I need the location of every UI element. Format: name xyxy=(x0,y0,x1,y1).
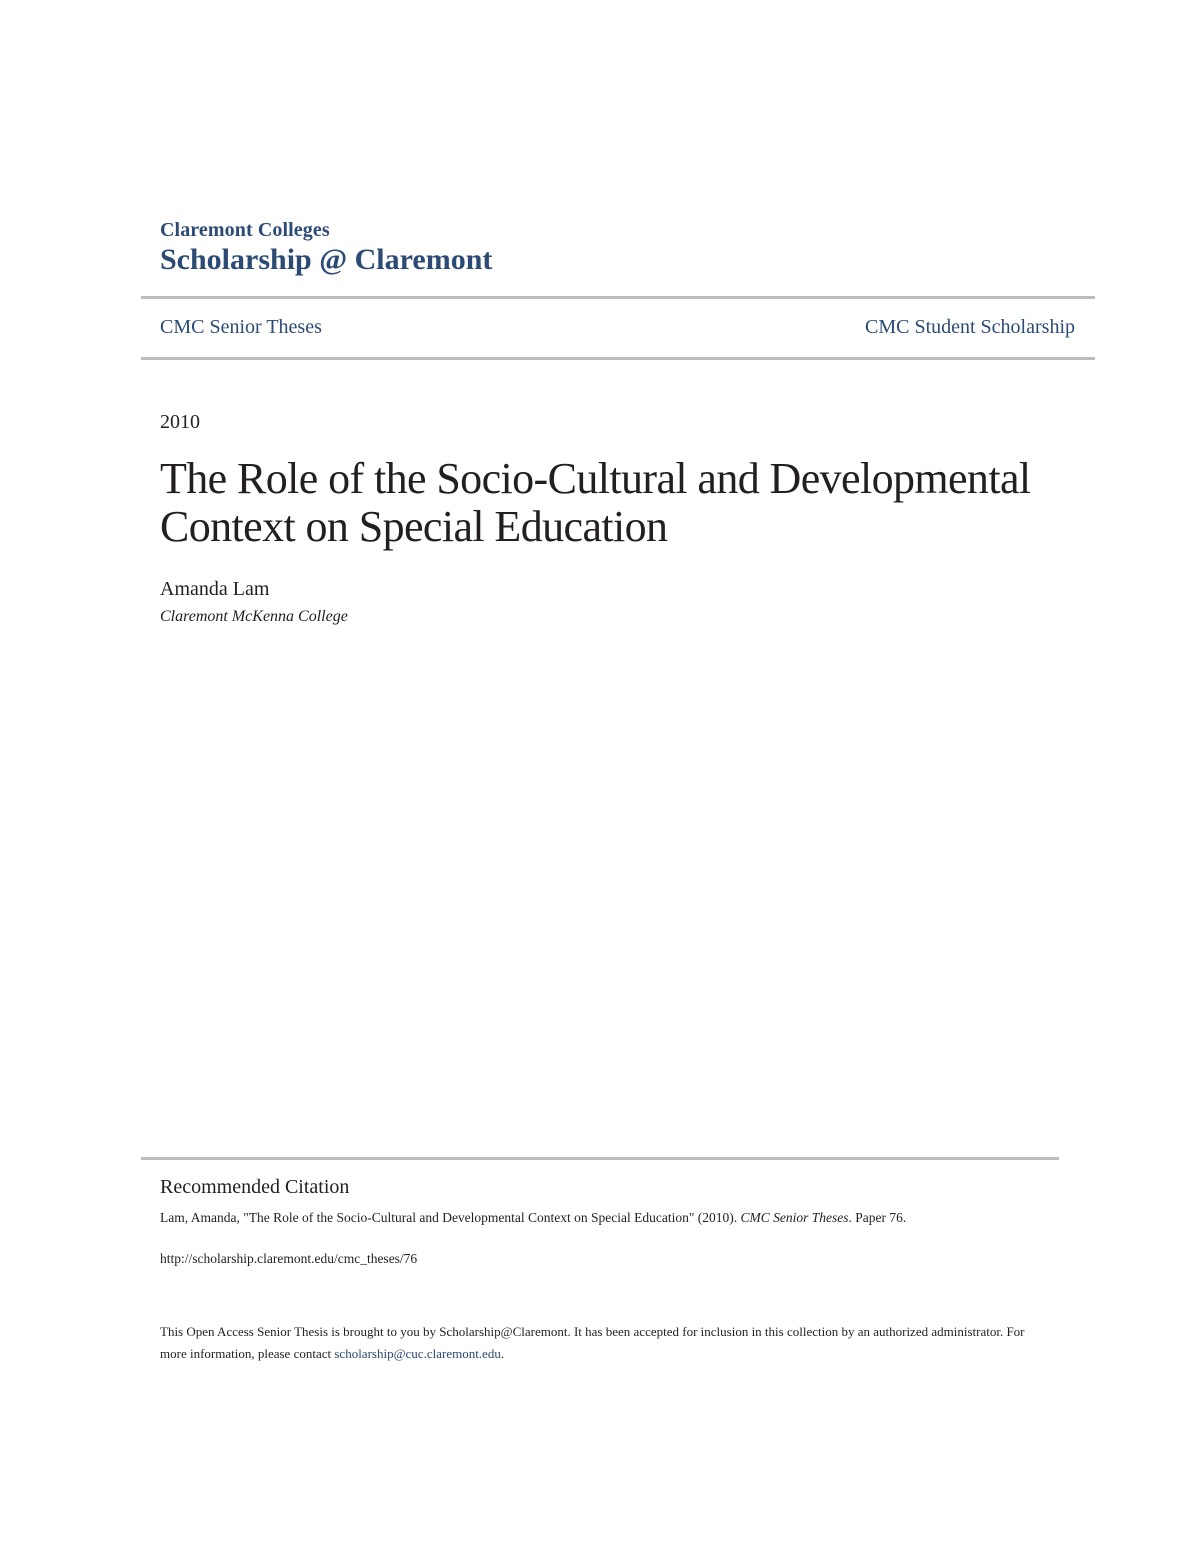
top-divider xyxy=(141,296,1095,299)
contact-email-link[interactable]: scholarship@cuc.claremont.edu xyxy=(334,1346,501,1361)
access-notice xyxy=(160,1321,1040,1365)
citation-url-link[interactable]: http://scholarship.claremont.edu/cmc_theses/76 xyxy=(160,1251,418,1266)
citation-text xyxy=(160,1208,1040,1228)
access-notice-text: This Open Access Senior Thesis is brought to you by Scholarship@Claremont. It has been accepted for inclusion in this collection by an authorized administrator. For more information, please contact xyxy=(160,1324,1025,1361)
access-notice-end: . xyxy=(500,1346,505,1361)
collection-divider xyxy=(141,357,1095,360)
citation-series: CMC Senior Theses xyxy=(740,1210,849,1225)
citation-text-before: Lam, Amanda, "The Role of the Socio-Cultural and Developmental Context on Special Education" (2010). xyxy=(160,1210,741,1225)
repository-name-main[interactable]: Scholarship @ Claremont xyxy=(160,243,493,276)
collection-link-student-scholarship[interactable]: CMC Student Scholarship xyxy=(864,316,1075,338)
repository-name-top: Claremont Colleges xyxy=(160,219,330,241)
document-title: The Role of the Socio-Cultural and Developmental Context on Special Education xyxy=(160,454,1031,551)
citation-heading: Recommended Citation xyxy=(160,1176,350,1198)
author-affiliation: Claremont McKenna College xyxy=(160,608,348,625)
citation-divider xyxy=(141,1157,1059,1160)
citation-text-after: . Paper 76. xyxy=(848,1210,907,1225)
author-name: Amanda Lam xyxy=(160,578,270,600)
publication-year: 2010 xyxy=(160,411,200,433)
collection-link-senior-theses[interactable]: CMC Senior Theses xyxy=(160,316,322,338)
